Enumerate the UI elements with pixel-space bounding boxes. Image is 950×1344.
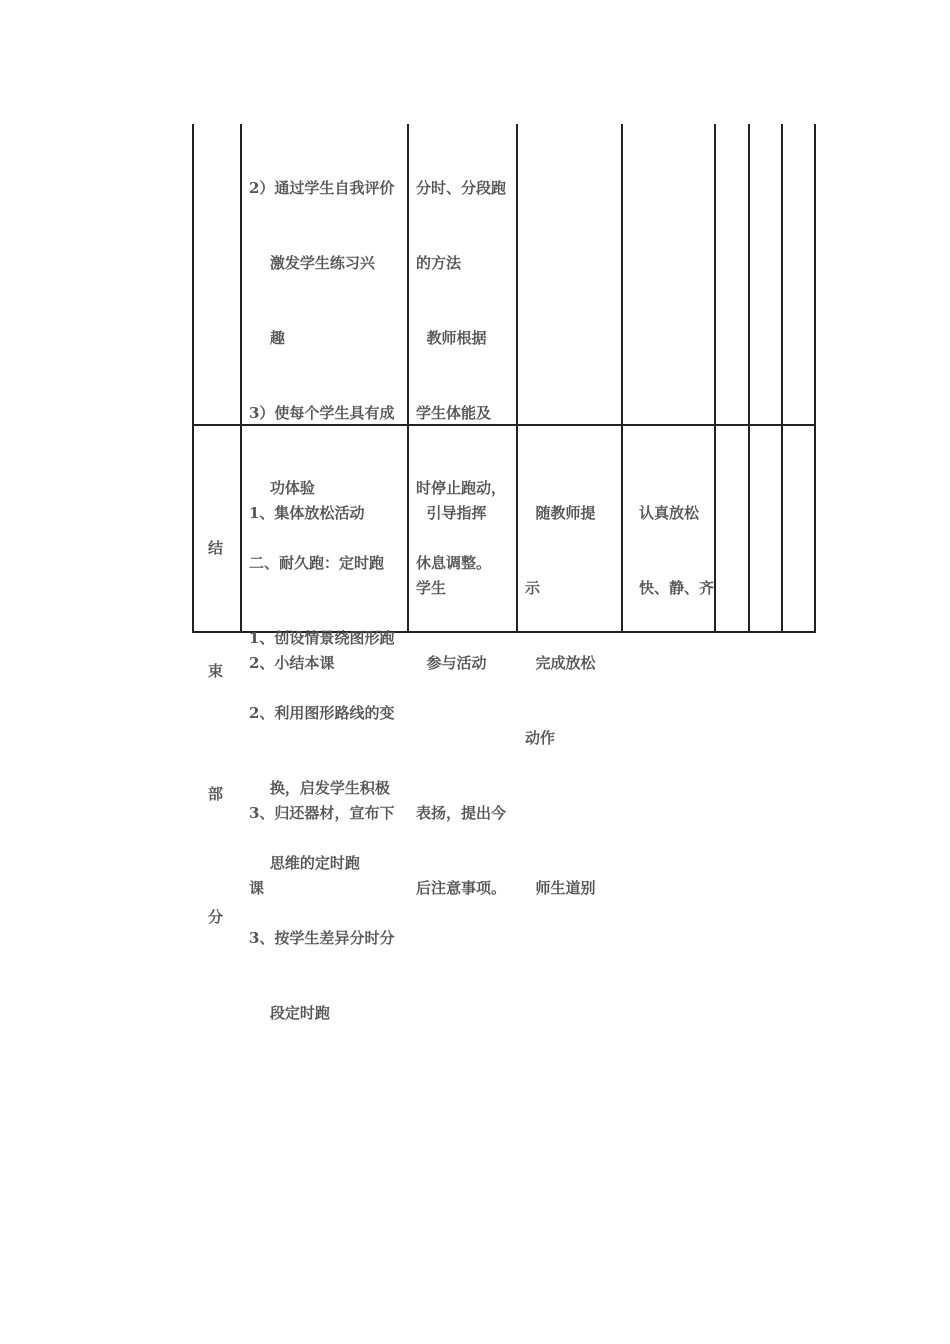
- content-line: 换，启发学生积极: [249, 779, 390, 797]
- content-line: 2、利用图形路线的变: [249, 704, 395, 722]
- column-border: [621, 124, 623, 633]
- content-line: 3）使每个学生具有成: [249, 404, 395, 422]
- requirement-line: 快、静、齐: [639, 579, 715, 597]
- teacher-line: 后注意事项。: [416, 879, 507, 897]
- content-line: [249, 576, 394, 601]
- teacher-line: 分时、分段跑: [416, 179, 507, 197]
- content-cell: [249, 451, 394, 951]
- requirement-cell: [639, 451, 714, 651]
- student-line: 动作: [525, 729, 556, 747]
- teacher-line: 休息调整。: [416, 554, 492, 572]
- section-label: [208, 446, 229, 1020]
- student-line: 完成放松: [525, 654, 596, 672]
- teacher-line: 参与活动: [416, 654, 487, 672]
- teacher-line: 学生体能及: [416, 404, 492, 422]
- teacher-line: 教师根据: [416, 329, 487, 347]
- column-border: [714, 124, 716, 633]
- teacher-line: 的方法: [416, 254, 462, 272]
- column-border: [192, 124, 194, 633]
- teacher-line: [416, 726, 506, 751]
- section-char: 分: [208, 908, 224, 926]
- content-line: 段定时跑: [249, 1004, 330, 1022]
- content-line: [249, 726, 394, 751]
- column-border: [516, 124, 518, 633]
- requirement-line: 认真放松: [639, 504, 700, 522]
- content-line: 2）通过学生自我评价: [249, 179, 395, 197]
- student-line: [525, 801, 595, 826]
- student-line: 师生道别: [525, 879, 596, 897]
- content-line: 思维的定时跑: [249, 854, 360, 872]
- content-line: 1、创设情景绕图形跑: [249, 629, 395, 647]
- teacher-cell: [416, 451, 506, 951]
- teacher-line: 引导指挥: [416, 504, 487, 522]
- student-cell: [525, 451, 595, 951]
- content-line: 1、集体放松活动: [249, 504, 365, 522]
- teacher-line: 表扬，提出今: [416, 804, 507, 822]
- content-line: 课: [249, 879, 265, 897]
- column-border: [407, 124, 409, 633]
- content-line: 激发学生练习兴: [249, 254, 375, 272]
- column-border: [240, 124, 242, 633]
- student-line: 示: [525, 579, 541, 597]
- content-line: 2、小结本课: [249, 654, 335, 672]
- content-line: 二、耐久跑：定时跑: [249, 554, 385, 572]
- teacher-line: 学生: [416, 579, 447, 597]
- teacher-line: 时停止跑动，: [416, 479, 507, 497]
- content-line: 3、按学生差异分时分: [249, 929, 395, 947]
- column-border: [781, 124, 783, 633]
- column-border: [748, 124, 750, 633]
- content-line: 3、归还器材，宣布下: [249, 804, 395, 822]
- section-char: 部: [208, 785, 224, 803]
- student-line: 随教师提: [525, 504, 596, 522]
- column-border: [814, 124, 816, 633]
- section-char: 结: [208, 539, 224, 557]
- content-line: 趣: [249, 329, 285, 347]
- content-line: 功体验: [249, 479, 315, 497]
- section-char: 束: [208, 662, 224, 680]
